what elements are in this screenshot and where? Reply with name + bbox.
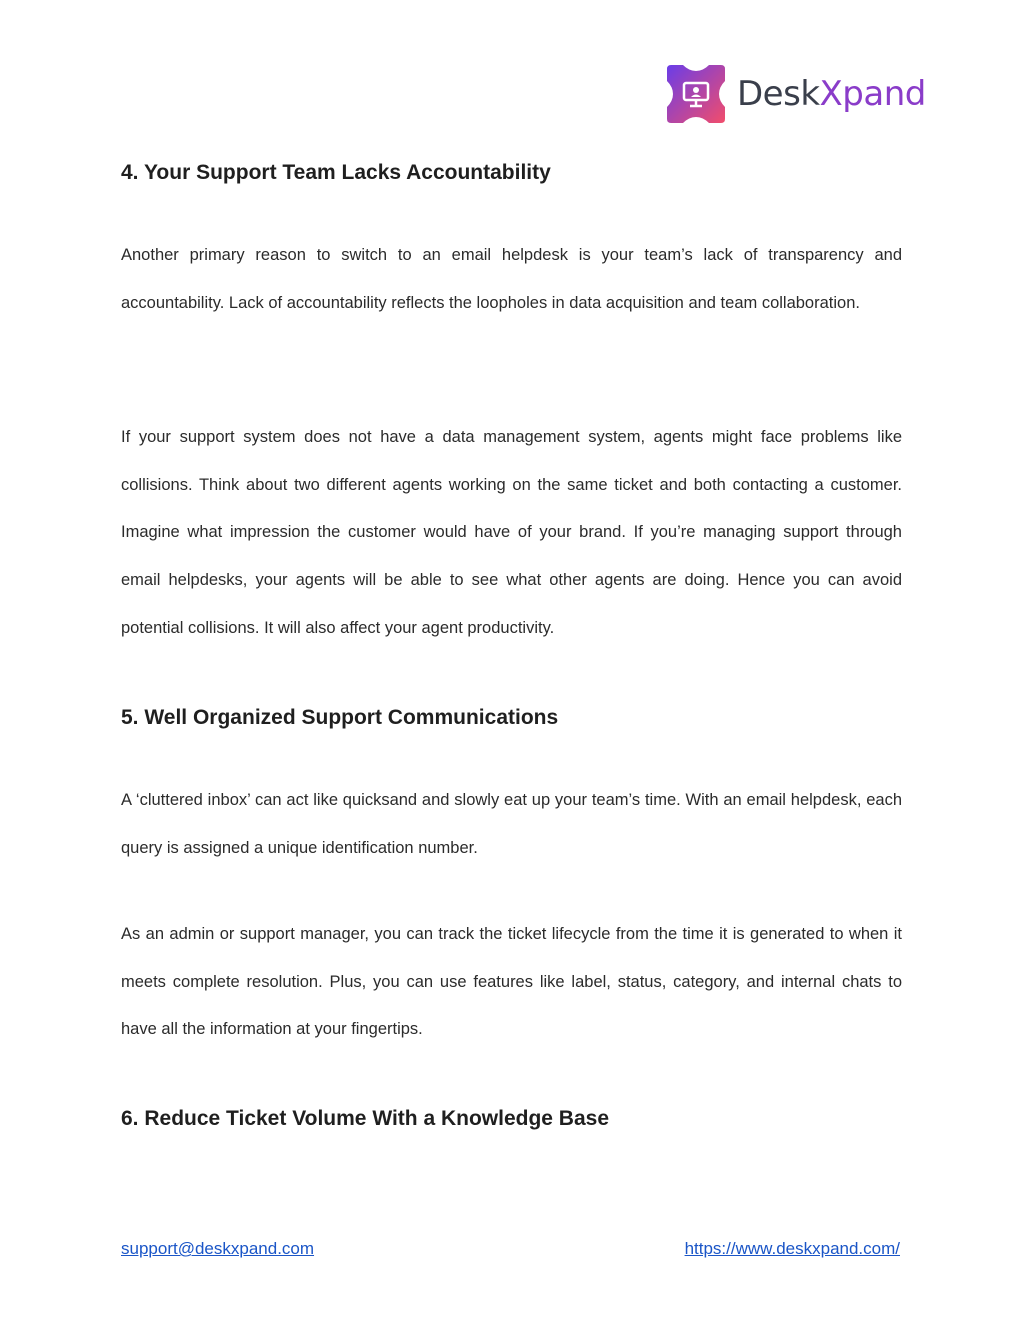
- footer-website-link[interactable]: https://www.deskxpand.com/: [684, 1239, 900, 1258]
- brand-name-part1: Desk: [737, 74, 820, 114]
- brand-logo: [663, 60, 926, 128]
- section-5-paragraph-2: As an admin or support manager, you can track the ticket lifecycle from the time it is generated to when it meets complete resolution. Plus, you can use features like label, status, category, and internal chats to have all the information at your fingertips.: [121, 925, 902, 1039]
- logo-mark-icon: [663, 61, 729, 127]
- section-heading-5: 5. Well Organized Support Communications: [121, 706, 559, 729]
- footer-email-link[interactable]: support@deskxpand.com: [121, 1239, 315, 1258]
- section-5-paragraph-1: A ‘cluttered inbox’ can act like quicksand and slowly eat up your team’s time. With an email helpdesk, each query is assigned a unique identification number.: [121, 791, 902, 857]
- brand-name: [737, 74, 926, 114]
- brand-name-part2: Xpand: [819, 74, 926, 114]
- section-heading-6: 6. Reduce Ticket Volume With a Knowledge Base: [121, 1107, 609, 1130]
- section-heading-4: 4. Your Support Team Lacks Accountability: [121, 161, 551, 184]
- section-4-paragraph-1: Another primary reason to switch to an email helpdesk is your team’s lack of transparency and accountability. Lack of accountability reflects the loopholes in data acquisition and team collaboration.: [121, 246, 902, 312]
- section-4-paragraph-2: If your support system does not have a data management system, agents might face problems like collisions. Think about two different agents working on the same ticket and both contacting a customer. Imagine what impression the customer would have of your brand. If you’re managing support through email helpdesks, your agents will be able to see what other agents are doing. Hence you can avoid potential collisions. It will also affect your agent productivity.: [121, 428, 902, 637]
